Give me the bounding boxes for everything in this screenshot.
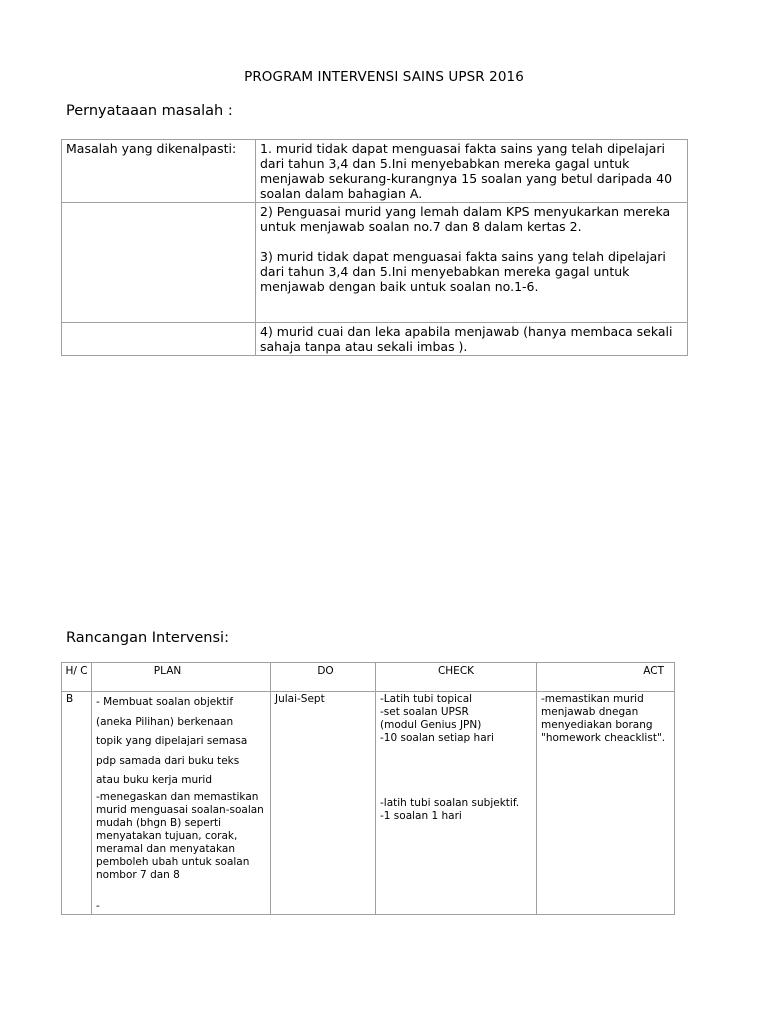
problem-item-2: 2) Penguasai murid yang lemah dalam KPS menyukarkan mereka untuk menjawab soalan no.7 dan 8 dalam kertas 2. [260,204,671,234]
table-row [62,692,675,915]
plan-block-2: -menegaskan dan memastikan murid menguasai soalan-soalan mudah (bhgn B) seperti menyatakan tujuan, corak, meramal dan menyatakan pemboleh ubah untuk soalan nombor 7 dan 8 [96,790,264,881]
plan-dash: - [96,899,100,912]
problem-label-cell [62,140,256,203]
section-heading-problem-statement: Pernyataaan masalah : [66,103,233,119]
problem-row [62,203,688,323]
problem-cell [256,203,688,323]
cell-plan [92,692,271,915]
problem-row [62,140,688,203]
header-hc: H/ C [62,663,92,692]
cell-act [537,692,675,915]
check-line: -Latih tubi topical [380,693,473,705]
plan-line: (aneka Pilihan) berkenaan [96,715,234,728]
problem-item-4: 4) murid cuai dan leka apabila menjawab (hanya membaca sekali sahaja tanpa atau sekali imbas ). [260,324,673,354]
problem-label-cell [62,323,256,356]
header-do: DO [271,663,376,692]
cell-do [271,692,376,915]
problem-cell [256,323,688,356]
plan-line: atau buku kerja murid [96,774,213,786]
check-line: -latih tubi soalan subjektif. [380,797,520,809]
check-line: -10 soalan setiap hari [380,732,494,744]
table-header-row [62,663,675,692]
check-line: -set soalan UPSR [380,706,469,718]
problem-row [62,323,688,356]
cell-check [376,692,537,915]
problem-table [61,139,688,356]
problem-label: Masalah yang dikenalpasti: [66,141,237,156]
problem-cell [256,140,688,203]
act-value: -memastikan murid menjawab dnegan menyediakan borang "homework cheacklist". [541,693,666,744]
intervention-plan-table [61,662,675,915]
section-heading-intervention-plan: Rancangan Intervensi: [66,630,229,646]
plan-line: - Membuat soalan objektif [96,696,234,708]
document-title: PROGRAM INTERVENSI SAINS UPSR 2016 [244,69,524,85]
plan-line: pdp samada dari buku teks [96,754,240,767]
check-line: (modul Genius JPN) [380,719,482,731]
problem-item-1: 1. murid tidak dapat menguasai fakta sains yang telah dipelajari dari tahun 3,4 dan 5.Ini menyebabkan mereka gagal untuk menjawab sekurang-kurangnya 15 soalan yang betul daripada 40 soalan dalam bahagian A. [260,141,673,201]
header-plan: PLAN [92,663,271,692]
problem-item-3: 3) murid tidak dapat menguasai fakta sains yang telah dipelajari dari tahun 3,4 dan 5.Ini menyebabkan mereka gagal untuk menjawab dengan baik untuk soalan no.1-6. [260,249,666,294]
hc-value: B [66,693,74,705]
do-value: Julai-Sept [275,693,325,705]
header-check: CHECK [376,663,537,692]
problem-label-cell [62,203,256,323]
check-line: -1 soalan 1 hari [380,810,462,822]
cell-hc [62,692,92,915]
plan-line: topik yang dipelajari semasa [96,735,248,747]
header-act: ACT [537,663,675,692]
